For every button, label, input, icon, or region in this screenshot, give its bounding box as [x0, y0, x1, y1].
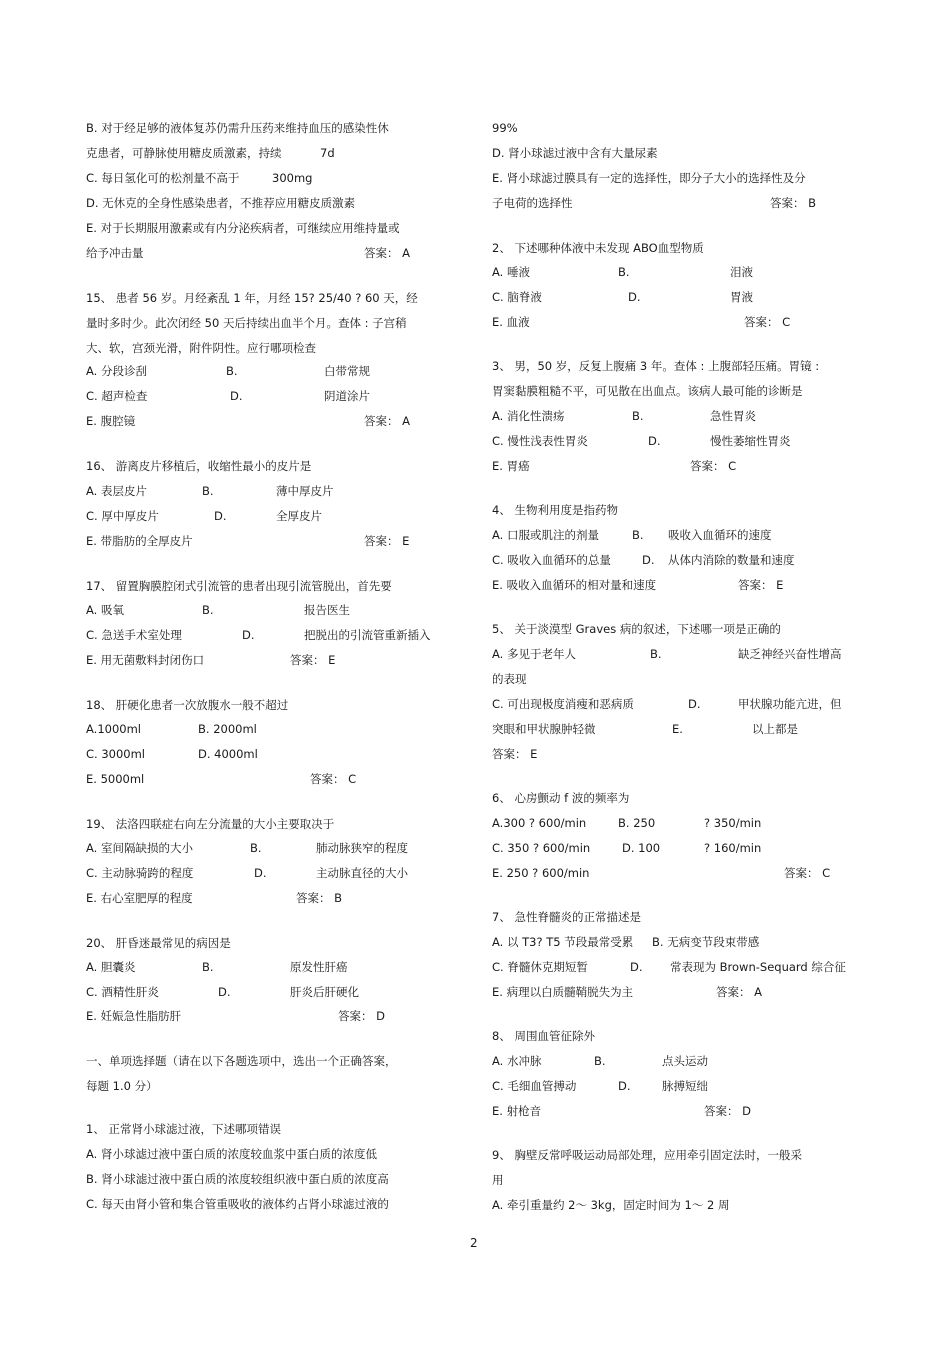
text-segment: E. 5000ml [86, 772, 145, 786]
text-segment: B. [650, 647, 662, 661]
text-segment: E. 射枪音 [492, 1104, 542, 1118]
text-segment: 4、 生物利用度是指药物 [492, 503, 618, 517]
text-segment: 阴道涂片 [324, 389, 370, 403]
text-segment: 点头运动 [662, 1054, 708, 1068]
text-segment: E. 病理以白质髓鞘脱失为主 [492, 985, 634, 999]
text-segment: 5、 关于淡漠型 Graves 病的叙述，下述哪一项是正确的 [492, 622, 781, 636]
text-segment: 1、 正常肾小球滤过液，下述哪项错误 [86, 1122, 281, 1136]
text-segment: C. 酒精性肝炎 [86, 985, 159, 999]
text-segment: B. [202, 960, 214, 974]
text-segment: 答案： E [738, 578, 784, 592]
text-segment: 肺动脉狭窄的程度 [316, 841, 408, 855]
text-segment: D. [230, 389, 243, 403]
text-segment: 把脱出的引流管重新插入 [304, 628, 431, 642]
text-segment: B. 无病变节段束带感 [652, 935, 760, 949]
text-segment: D. [630, 960, 643, 974]
text-segment: D. [688, 697, 701, 711]
text-segment: D. 100 [622, 841, 661, 855]
text-segment: 19、 法洛四联症右向左分流量的大小主要取决于 [86, 817, 335, 831]
text-segment: B. [632, 409, 644, 423]
text-segment: ? 160/min [704, 841, 762, 855]
text-segment: 20、 肝昏迷最常见的病因是 [86, 936, 231, 950]
text-segment: D. 肾小球滤过液中含有大量尿素 [492, 146, 658, 160]
text-segment: A. 表层皮片 [86, 484, 147, 498]
text-segment: 给予冲击量 [86, 246, 144, 260]
text-segment: 克患者，可静脉使用糖皮质激素，持续 [86, 146, 282, 160]
text-segment: C. 350 ? 600/min [492, 841, 591, 855]
text-segment: 答案： A [716, 985, 763, 999]
text-segment: 主动脉直径的大小 [316, 866, 408, 880]
text-segment: 慢性萎缩性胃炎 [710, 434, 791, 448]
text-segment: A. 室间隔缺损的大小 [86, 841, 193, 855]
text-segment: B. [632, 528, 644, 542]
text-segment: C. 厚中厚皮片 [86, 509, 159, 523]
text-segment: 7d [320, 146, 335, 160]
text-segment: 9、 胸壁反常呼吸运动局部处理，应用牵引固定法时，一般采 [492, 1148, 802, 1162]
text-segment: 一、单项选择题（请在以下各题选项中，选出一个正确答案， [86, 1054, 397, 1068]
text-segment: 肝炎后肝硬化 [290, 985, 359, 999]
text-segment: C. 可出现极度消瘦和恶病质 [492, 697, 634, 711]
text-segment: D. [242, 628, 255, 642]
text-segment: C. 每天由肾小管和集合管重吸收的液体约占肾小球滤过液的 [86, 1197, 389, 1211]
text-segment: B. 对于经足够的液体复苏仍需升压药来维持血压的感染性休 [86, 121, 389, 135]
text-segment: 的表现 [492, 672, 527, 686]
text-segment: E. 腹腔镜 [86, 414, 136, 428]
text-segment: 答案： D [338, 1009, 386, 1023]
text-segment: 答案： D [704, 1104, 752, 1118]
text-segment: B. [226, 364, 238, 378]
text-segment: 答案： B [296, 891, 343, 905]
text-segment: B. 2000ml [198, 722, 257, 736]
text-segment: 7、 急性脊髓炎的正常描述是 [492, 910, 641, 924]
text-segment: D. [628, 290, 641, 304]
text-segment: E. 胃癌 [492, 459, 530, 473]
text-segment: B. [202, 603, 214, 617]
text-segment: A. 肾小球滤过液中蛋白质的浓度较血浆中蛋白质的浓度低 [86, 1147, 377, 1161]
text-segment: 胃窦黏膜粗糙不平，可见散在出血点。该病人最可能的诊断是 [492, 384, 803, 398]
text-segment: 答案： A [364, 414, 411, 428]
text-segment: 子电荷的选择性 [492, 196, 573, 210]
text-segment: 用 [492, 1173, 504, 1187]
text-segment: 答案： A [364, 246, 411, 260]
text-segment: A. 口服或肌注的剂量 [492, 528, 599, 542]
text-segment: 2、 下述哪种体液中未发现 ABO血型物质 [492, 241, 704, 255]
text-segment: 突眼和甲状腺肿轻微 [492, 722, 596, 736]
text-segment: 报告医生 [304, 603, 350, 617]
text-segment: 答案： C [690, 459, 737, 473]
text-segment: 全厚皮片 [276, 509, 322, 523]
text-segment: A. 牵引重量约 2～ 3kg，固定时间为 1～ 2 周 [492, 1198, 730, 1212]
text-segment: E. [672, 722, 683, 736]
text-segment: A. 多见于老年人 [492, 647, 576, 661]
text-segment: E. 血液 [492, 315, 530, 329]
text-segment: D. 无休克的全身性感染患者，不推荐应用糖皮质激素 [86, 196, 356, 210]
text-segment: D. [642, 553, 655, 567]
text-segment: 18、 肝硬化患者一次放腹水一般不超过 [86, 698, 289, 712]
text-segment: E. 妊娠急性脂肪肝 [86, 1009, 182, 1023]
text-segment: E. 对于长期服用激素或有内分泌疾病者，可继续应用维持量或 [86, 221, 400, 235]
text-segment: C. 3000ml [86, 747, 146, 761]
page-number: 2 [470, 1236, 478, 1250]
text-segment: D. [254, 866, 267, 880]
text-segment: 脉搏短绌 [662, 1079, 708, 1093]
text-segment: B. 肾小球滤过液中蛋白质的浓度较组织液中蛋白质的浓度高 [86, 1172, 389, 1186]
text-segment: ? 350/min [704, 816, 762, 830]
text-segment: 原发性肝癌 [290, 960, 348, 974]
text-segment: C. 脊髓休克期短暂 [492, 960, 588, 974]
text-segment: A. 胆囊炎 [86, 960, 136, 974]
text-segment: 缺乏神经兴奋性增高 [738, 647, 842, 661]
text-segment: C. 慢性浅表性胃炎 [492, 434, 588, 448]
text-segment: 量时多时少。此次闭经 50 天后持续出血半个月。查体 : 子宫稍 [86, 316, 407, 330]
text-segment: 99% [492, 121, 518, 135]
text-segment: 300mg [272, 171, 313, 185]
text-segment: D. [214, 509, 227, 523]
text-segment: 答案： C [310, 772, 357, 786]
text-segment: D. [218, 985, 231, 999]
text-segment: 每题 1.0 分） [86, 1079, 158, 1093]
text-segment: 16、 游离皮片移植后，收缩性最小的皮片是 [86, 459, 312, 473]
text-segment: 急性胃炎 [710, 409, 756, 423]
text-segment: 甲状腺功能亢进，但 [738, 697, 842, 711]
text-segment: 胃液 [730, 290, 753, 304]
text-segment: B. [618, 265, 630, 279]
text-segment: A. 唾液 [492, 265, 530, 279]
text-segment: B. 250 [618, 816, 656, 830]
text-segment: 从体内消除的数量和速度 [668, 553, 795, 567]
text-segment: A. 分段诊刮 [86, 364, 147, 378]
text-segment: 6、 心房颤动 f 波的频率为 [492, 791, 630, 805]
text-segment: A.300 ? 600/min [492, 816, 587, 830]
text-segment: 泪液 [730, 265, 753, 279]
text-segment: 答案： C [784, 866, 831, 880]
text-segment: 3、 男，50 岁，反复上腹痛 3 年。查体 : 上腹部轻压痛。胃镜 : [492, 359, 820, 373]
text-segment: 答案： E [492, 747, 538, 761]
text-segment: A. 吸氧 [86, 603, 124, 617]
text-segment: C. 每日氢化可的松剂量不高于 [86, 171, 240, 185]
text-segment: B. [594, 1054, 606, 1068]
text-segment: 薄中厚皮片 [276, 484, 334, 498]
text-segment: A. 以 T3? T5 节段最常受累 [492, 935, 634, 949]
text-segment: D. 4000ml [198, 747, 258, 761]
text-segment: C. 急送手术室处理 [86, 628, 182, 642]
text-segment: C. 超声检查 [86, 389, 148, 403]
text-segment: B. [202, 484, 214, 498]
text-segment: 答案： B [770, 196, 817, 210]
text-segment: 15、 患者 56 岁。月经紊乱 1 年，月经 15? 25/40 ? 60 天，经 [86, 291, 418, 305]
text-segment: E. 用无菌敷料封闭伤口 [86, 653, 205, 667]
text-segment: 大、软，宫颈光滑，附件阴性。应行哪项检查 [86, 341, 316, 355]
text-segment: 17、 留置胸膜腔闭式引流管的患者出现引流管脱出，首先要 [86, 579, 392, 593]
text-segment: E. 吸收入血循环的相对量和速度 [492, 578, 657, 592]
text-segment: 答案： E [364, 534, 410, 548]
text-segment: C. 脑脊液 [492, 290, 542, 304]
text-segment: 白带常规 [324, 364, 370, 378]
text-segment: E. 带脂肪的全厚皮片 [86, 534, 193, 548]
text-segment: E. 250 ? 600/min [492, 866, 590, 880]
text-segment: A. 消化性溃疡 [492, 409, 565, 423]
text-segment: A. 水冲脉 [492, 1054, 542, 1068]
text-segment: 常表现为 Brown-Sequard 综合征 [670, 960, 846, 974]
text-segment: 答案： C [744, 315, 791, 329]
text-segment: D. [648, 434, 661, 448]
text-segment: A.1000ml [86, 722, 141, 736]
text-segment: 以上都是 [752, 722, 798, 736]
text-segment: 吸收入血循环的速度 [668, 528, 772, 542]
text-segment: C. 毛细血管搏动 [492, 1079, 577, 1093]
text-segment: C. 吸收入血循环的总量 [492, 553, 611, 567]
text-segment: E. 肾小球滤过膜具有一定的选择性，即分子大小的选择性及分 [492, 171, 806, 185]
text-segment: D. [618, 1079, 631, 1093]
text-segment: 8、 周围血管征除外 [492, 1029, 595, 1043]
text-segment: 答案： E [290, 653, 336, 667]
text-segment: C. 主动脉骑跨的程度 [86, 866, 194, 880]
text-segment: E. 右心室肥厚的程度 [86, 891, 193, 905]
text-segment: B. [250, 841, 262, 855]
